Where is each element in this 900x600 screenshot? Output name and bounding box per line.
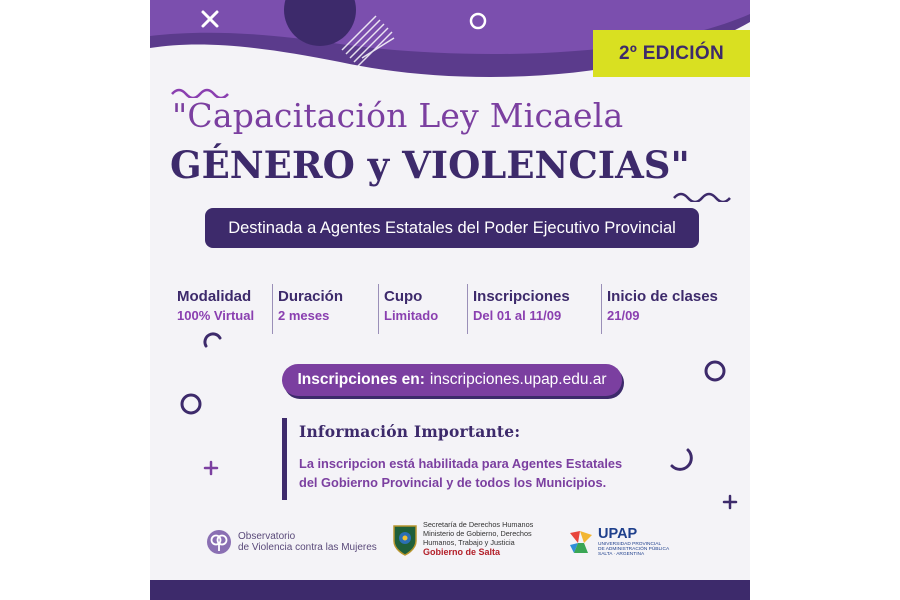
audience-banner: Destinada a Agentes Estatales del Poder Ejecutivo Provincial [205,208,699,248]
observatorio-line-1: Observatorio [238,530,296,542]
detail-modalidad [172,284,272,334]
edition-badge: 2º EDICIÓN [593,30,750,77]
detail-duracion [272,284,378,334]
info-text [299,454,629,492]
info-line-2: del Gobierno Provincial y de todos los Municipios. [299,475,607,491]
detail-label: Duración [278,288,344,305]
ring-decoration [702,358,728,384]
detail-value: Limitado [384,308,439,323]
title-line-2: GÉNERO y VIOLENCIAS" [170,143,690,187]
venus-symbol-icon [206,529,232,555]
detail-label: Inscripciones [473,288,570,305]
upap-mark-icon [568,529,594,555]
course-details [172,284,732,334]
signup-url[interactable]: inscripciones.upap.edu.ar [429,371,607,388]
observatorio-line-2: de Violencia contra las Mujeres [238,542,377,553]
salta-shield-icon [392,523,418,557]
plus-decoration [722,494,738,510]
poster [150,0,750,600]
gobierno-line-4: Gobierno de Salta [423,547,501,558]
upap-name: UPAP [598,526,638,542]
title-line-1: "Capacitación Ley Micaela [172,96,624,135]
signup-banner[interactable] [282,364,622,396]
signup-label: Inscripciones en: [297,371,425,388]
detail-label: Cupo [384,288,423,305]
detail-label: Modalidad [177,288,252,305]
footer-bar [150,580,750,600]
upap-line-1: UNIVERSIDAD PROVINCIAL [598,541,662,547]
gobierno-salta-logo [392,521,533,558]
gobierno-line-2: Ministerio de Gobierno, Derechos [423,528,532,538]
upap-logo [568,527,669,557]
important-info [282,418,627,500]
upap-line-2: DE ADMINISTRACIÓN PÚBLICA [598,546,670,552]
plus-decoration [203,460,219,476]
detail-inicio-clases [601,284,732,334]
detail-value: 100% Virtual [177,308,255,323]
observatorio-logo [206,529,377,555]
info-line-1: La inscripcion está habilitada para Agentes Estatales [299,456,623,471]
gobierno-line-1: Secretaría de Derechos Humanos [423,520,534,529]
detail-label: Inicio de clases [607,288,718,305]
gobierno-line-3: Humanos, Trabajo y Justicia [423,537,515,547]
ring-decoration [178,391,204,417]
sponsor-logos [150,515,750,570]
arc-decoration [666,444,696,474]
arc-decoration [202,330,224,352]
detail-inscripciones [467,284,601,334]
upap-line-3: SALTA · ARGENTINA [598,552,645,558]
detail-value: 21/09 [607,308,640,323]
info-title: Información Importante: [299,422,521,441]
detail-value: Del 01 al 11/09 [473,308,562,323]
detail-value: 2 meses [278,308,330,323]
detail-cupo [378,284,467,334]
squiggle-title-decoration [672,188,732,202]
